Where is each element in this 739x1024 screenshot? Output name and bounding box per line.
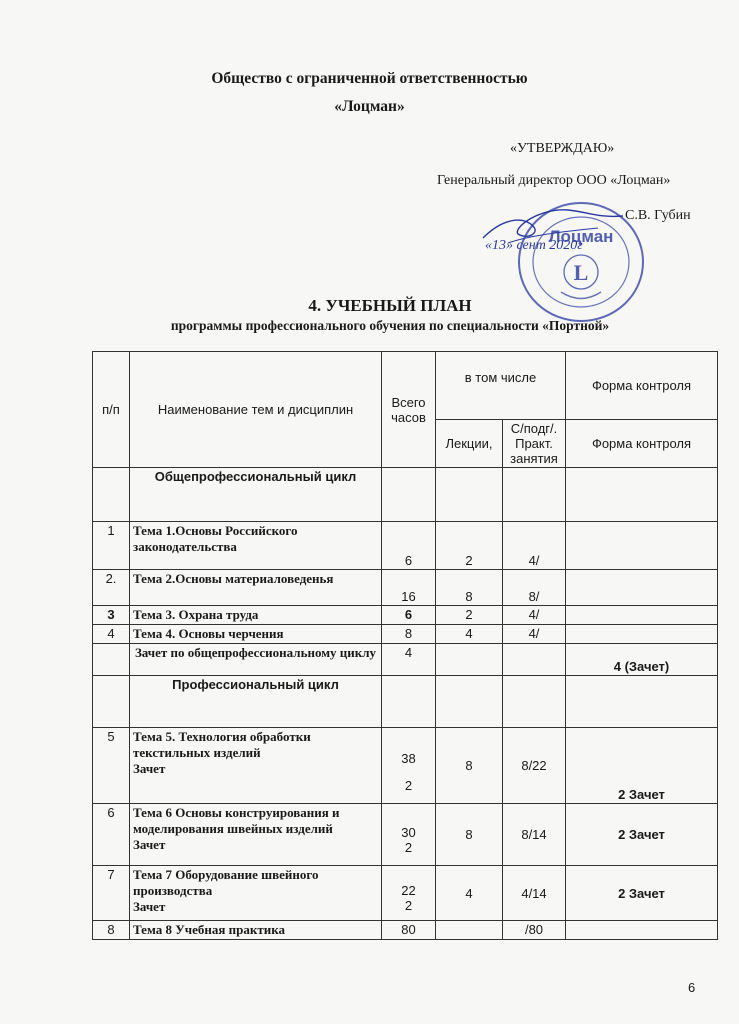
page-number: 6 <box>688 980 696 995</box>
table-row: 5 Тема 5. Технология обработки текстильных изделий Зачет 38 2 8 8/22 2 Зачет <box>93 728 718 804</box>
cycle-title: Профессиональный цикл <box>130 676 382 728</box>
header-practice: С/подг/. Практ. занятия <box>503 420 566 468</box>
table-row: 2. Тема 2.Основы материаловеденья 16 8 8/ <box>93 570 718 606</box>
director-title: Генеральный директор ООО «Лоцман» <box>437 173 671 188</box>
curriculum-table <box>92 351 718 940</box>
organization-short-name: «Лоцман» <box>334 98 405 115</box>
table-row: 6 Тема 6 Основы конструирования и моделирования швейных изделий Зачет 30 2 8 8/14 2 Зачет <box>93 804 718 866</box>
table-row: Зачет по общепрофессиональному циклу 4 4 (Зачет) <box>93 644 718 676</box>
table-row: 3 Тема 3. Охрана труда 6 2 4/ <box>93 606 718 625</box>
approval-date: «13» сент 2020г <box>485 238 583 253</box>
approve-label: «УТВЕРЖДАЮ» <box>510 141 615 156</box>
header-total: Всего часов <box>382 352 436 468</box>
cycle-row <box>93 468 718 522</box>
table-row: 1 Тема 1.Основы Российского законодательства 6 2 4/ <box>93 522 718 570</box>
header-control: Форма контроля <box>566 352 718 420</box>
header-name: Наименование тем и дисциплин <box>130 352 382 468</box>
header-including: в том числе <box>436 352 566 420</box>
table-row: 8 Тема 8 Учебная практика 80 /80 <box>93 921 718 940</box>
document-subtitle: программы профессионального обучения по специальности «Портной» <box>170 318 610 333</box>
table-row: 7 Тема 7 Оборудование швейного производства Зачет 22 2 4 4/14 2 Зачет <box>93 866 718 921</box>
header-control-2: Форма контроля <box>566 420 718 468</box>
header-num: п/п <box>93 352 130 468</box>
table-row: 4 Тема 4. Основы черчения 8 4 4/ <box>93 625 718 644</box>
svg-text:Лоцман: Лоцман <box>548 227 614 246</box>
header-lectures: Лекции, <box>436 420 503 468</box>
table-header-row <box>93 352 718 420</box>
cycle-title: Общепрофессиональный цикл <box>130 468 382 522</box>
svg-text:L: L <box>573 260 589 285</box>
document-title: 4. УЧЕБНЫЙ ПЛАН <box>308 296 472 315</box>
signature-name: С.В. Губин <box>625 208 691 223</box>
cycle-row <box>93 676 718 728</box>
organization-name: Общество с ограниченной ответственностью <box>211 70 528 87</box>
